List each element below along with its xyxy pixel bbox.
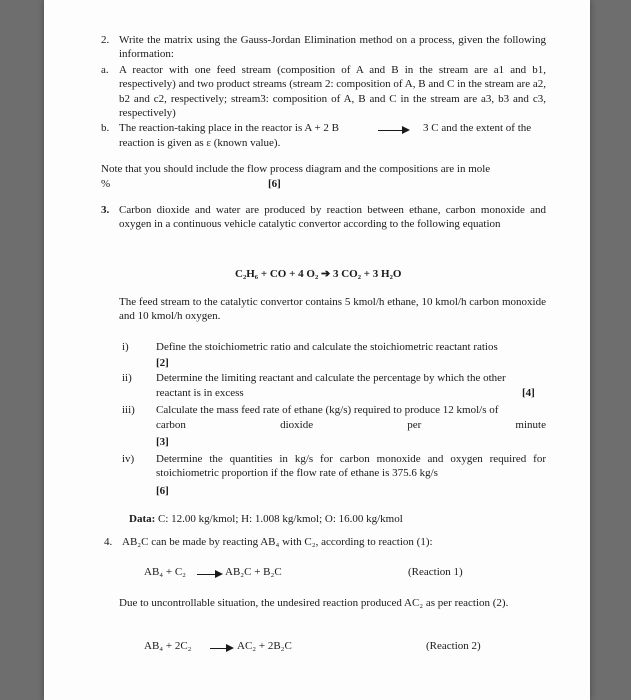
q3-data-text: C: 12.00 kg/kmol; H: 1.008 kg/kmol; O: 16.00 kg/kmol xyxy=(158,513,403,525)
reaction-2-reactants: AB₄ + 2C₂ xyxy=(144,640,192,652)
reaction-2-arrow-icon xyxy=(210,648,232,649)
q3-item-iv-label: iv) xyxy=(122,453,135,465)
q3-item-ii-label: ii) xyxy=(122,372,132,384)
q2a-text: A reactor with one feed stream (composition of A and B in the stream are a1 and b1, respectively) and two product streams (stream 2: composition of A, B and C in the stream are a2, b2 and c2, respectively; stream3: composition of A, B and C in the stream are a3, b3 and c3, respectively) xyxy=(119,64,546,120)
q4-intro: AB₂C can be made by reacting AB₄ with C₂, according to reaction (1): xyxy=(122,536,433,548)
reaction-1-label: (Reaction 1) xyxy=(408,566,463,578)
q3-data xyxy=(129,512,403,526)
q2b-label: b. xyxy=(101,122,110,134)
reaction-2-label: (Reaction 2) xyxy=(426,640,481,652)
q2a-label: a. xyxy=(101,64,109,76)
q2-title: Write the matrix using the Gauss-Jordan Elimination method on a process, given the following information: xyxy=(119,34,546,61)
q4-due: Due to uncontrollable situation, the undesired reaction produced AC₂ as per reaction (2). xyxy=(119,597,509,609)
q3-item-ii-marks: [4] xyxy=(522,387,535,399)
q3-item-iii-label: iii) xyxy=(122,404,135,416)
q2b-text-cont: reaction is given as ε (known value). xyxy=(119,137,281,149)
word-per: per xyxy=(407,419,422,431)
q3-item-iv-text: Determine the quantities in kg/s for carbon monoxide and oxygen required for stoichiometric proportion if the flow rate of ethane is 375.6 kg/s xyxy=(156,453,546,480)
word-carbon: carbon xyxy=(156,419,186,431)
q2-number: 2. xyxy=(101,34,110,46)
q2b-text-end: 3 C and the extent of the xyxy=(423,122,532,134)
q3-item-i-label: i) xyxy=(122,341,129,353)
q3-item-iii-marks: [3] xyxy=(156,436,169,448)
q3-number: 3. xyxy=(101,204,110,216)
q3-item-i-marks: [2] xyxy=(156,357,169,369)
q3-equation: C₂H₆ + CO + 4 O₂ ➔ 3 CO₂ + 3 H₂O xyxy=(235,268,402,280)
word-dioxide: dioxide xyxy=(280,419,314,431)
q3-item-iv-marks: [6] xyxy=(156,485,169,497)
q3-intro: Carbon dioxide and water are produced by reaction between ethane, carbon monoxide and oxygen in a continuous vehicle catalytic convertor according to the following equation xyxy=(119,204,546,231)
reaction-2-products: AC₂ + 2B₂C xyxy=(237,640,292,652)
q3-data-label: Data: xyxy=(129,513,156,525)
q2-note-percent: % xyxy=(101,178,111,190)
reaction-1-reactants: AB₄ + C₂ xyxy=(144,566,186,578)
q2-note: Note that you should include the flow process diagram and the compositions are in mole xyxy=(101,163,491,175)
q3-item-iii-text: Calculate the mass feed rate of ethane (kg/s) required to produce 12 kmol/s of xyxy=(156,404,499,416)
q3-feed: The feed stream to the catalytic convertor contains 5 kmol/h ethane, 10 kmol/h carbon monoxide and 10 kmol/h oxygen. xyxy=(119,296,546,323)
word-minute: minute xyxy=(515,419,546,431)
q3-item-ii-text: Determine the limiting reactant and calculate the percentage by which the other xyxy=(156,372,506,384)
document-page xyxy=(44,0,590,700)
reaction-1-arrow-icon xyxy=(197,574,221,575)
q3-item-ii-text-cont: reactant is in excess xyxy=(156,387,244,399)
reaction-arrow-icon xyxy=(378,130,408,131)
q3-item-iii-text-cont xyxy=(156,418,546,432)
reaction-1-products: AB₂C + B₂C xyxy=(225,566,282,578)
q4-number: 4. xyxy=(104,536,113,548)
q3-item-i-text: Define the stoichiometric ratio and calculate the stoichiometric reactant ratios xyxy=(156,341,498,353)
q2b-text: The reaction-taking place in the reactor is A + 2 B xyxy=(119,122,340,134)
q2-marks: [6] xyxy=(268,178,281,190)
